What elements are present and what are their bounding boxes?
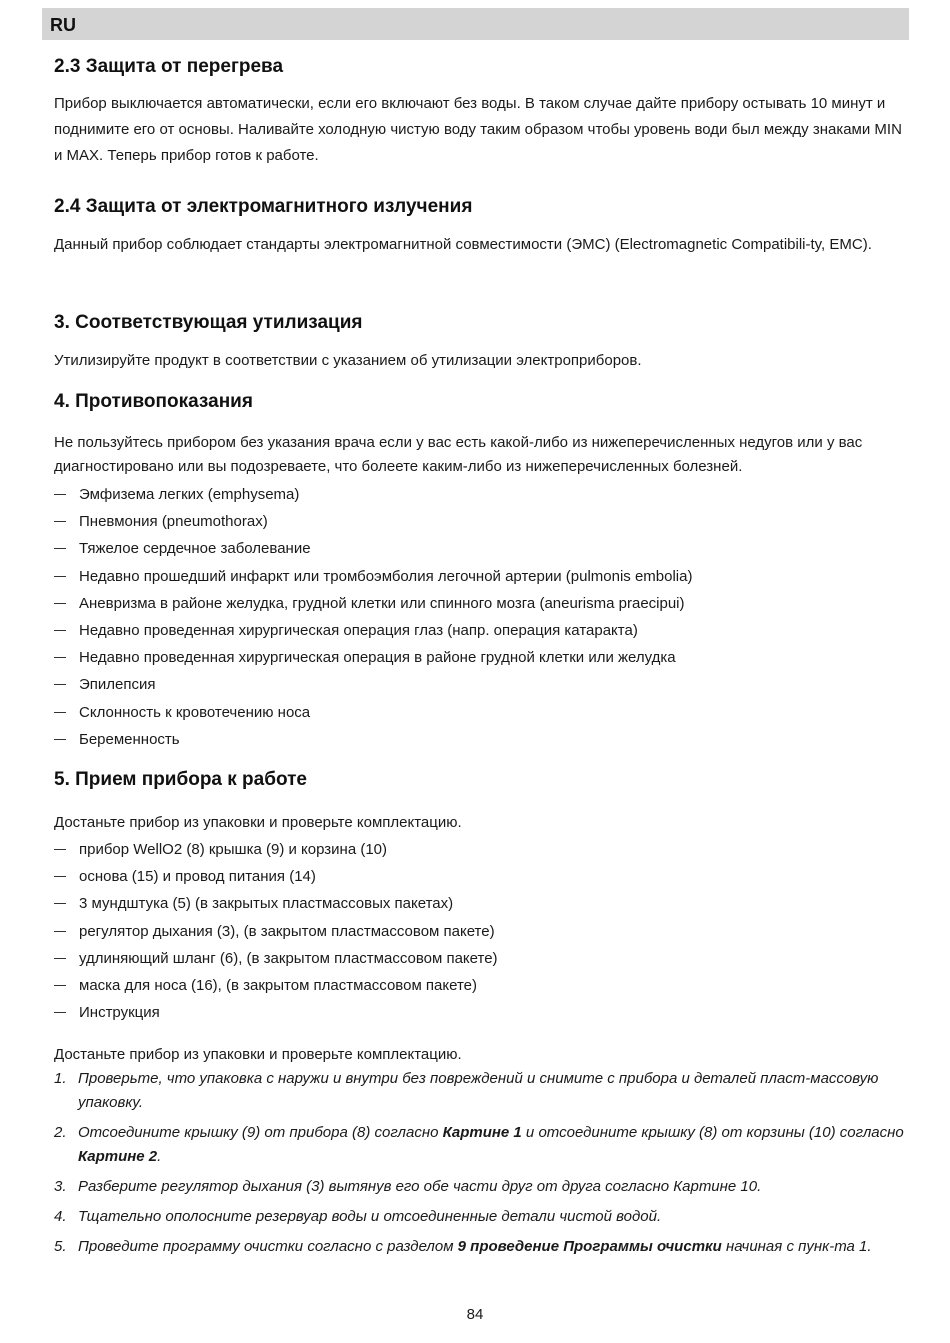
step-item xyxy=(54,1175,904,1199)
step-number: 5. xyxy=(54,1238,67,1255)
step-number: 2. xyxy=(54,1124,67,1141)
step-text: Проведите программу очистки согласно с разделом xyxy=(78,1238,458,1255)
language-label: RU xyxy=(50,15,76,35)
step-text: начиная с пунк-та 1. xyxy=(721,1238,872,1255)
step-text: и отсоедините крышку (8) от корзины (10) согласно xyxy=(521,1124,904,1141)
setup-steps-list xyxy=(54,1067,904,1259)
package-contents-list xyxy=(54,836,498,1026)
list-item: Аневризма в районе желудка, грудной клетки или спинного мозга (aneurisma praecipui) xyxy=(54,590,692,617)
list-item: маска для носа (16), (в закрытом пластмассовом пакете) xyxy=(54,972,498,999)
step-text: Отсоедините крышку (9) от прибора (8) согласно xyxy=(78,1124,443,1141)
list-item: Недавно прошедший инфаркт или тромбоэмболия легочной артерии (pulmonis embolia) xyxy=(54,563,692,590)
list-item: регулятор дыхания (3), (в закрытом пластмассовом пакете) xyxy=(54,918,498,945)
step-text: . xyxy=(157,1148,162,1165)
step-number: 4. xyxy=(54,1208,67,1225)
section-2-3-title: 2.3 Защита от перегрева xyxy=(54,56,284,77)
section-2-4-text: Данный прибор соблюдает стандарты электромагнитной совместимости (ЭМС) (Electromagnetic Compatibili-ty, EMC). xyxy=(54,236,872,253)
step-item xyxy=(54,1067,904,1115)
section-reference: 9 проведение Программы очистки xyxy=(457,1238,722,1255)
list-item: Беременность xyxy=(54,726,692,753)
list-item: Склонность к кровотечению носа xyxy=(54,699,692,726)
step-item xyxy=(54,1205,904,1229)
list-item: Тяжелое сердечное заболевание xyxy=(54,535,692,562)
section-4-text: Не пользуйтесь прибором без указания врача если у вас есть какой-либо из нижеперечисленных недугов или у вас диагностировано или вы подозреваете, что болеете каким-либо из нижеперечисленных болезней. xyxy=(54,434,863,475)
contraindications-list xyxy=(54,481,692,753)
figure-reference: Картине 2 xyxy=(78,1148,158,1165)
list-item: Недавно проведенная хирургическая операция в районе грудной клетки или желудка xyxy=(54,644,692,671)
list-item: Пневмония (pneumothorax) xyxy=(54,508,692,535)
list-item: Недавно проведенная хирургическая операция глаз (напр. операция катаракта) xyxy=(54,617,692,644)
list-item: Эпилепсия xyxy=(54,671,692,698)
list-item: Инструкция xyxy=(54,999,498,1026)
step-number: 1. xyxy=(54,1070,67,1087)
section-4-title: 4. Противопоказания xyxy=(54,391,253,412)
page-number: 84 xyxy=(466,1306,484,1323)
list-item: Эмфизема легких (emphysema) xyxy=(54,481,692,508)
step-item xyxy=(54,1235,904,1259)
step-text: Проверьте, что упаковка с наружи и внутри без повреждений и снимите с прибора и деталей пласт-массовую упаковку. xyxy=(78,1070,879,1111)
step-text: Разберите регулятор дыхания (3) вытянув его обе части друг от друга согласно Картине 10. xyxy=(78,1178,762,1195)
figure-reference: Картине 1 xyxy=(442,1124,522,1141)
list-item: прибор WellO2 (8) крышка (9) и корзина (10) xyxy=(54,836,498,863)
list-item: удлиняющий шланг (6), (в закрытом пластмассовом пакете) xyxy=(54,945,498,972)
section-5-title: 5. Прием прибора к работе xyxy=(54,769,307,790)
list-item: основа (15) и провод питания (14) xyxy=(54,863,498,890)
step-item xyxy=(54,1121,904,1169)
step-number: 3. xyxy=(54,1178,67,1195)
section-2-4-title: 2.4 Защита от электромагнитного излучения xyxy=(54,196,473,217)
section-3-text: Утилизируйте продукт в соответствии с указанием об утилизации электроприборов. xyxy=(54,352,642,369)
list-item: 3 мундштука (5) (в закрытых пластмассовых пакетах) xyxy=(54,890,498,917)
section-2-3-text: Прибор выключается автоматически, если его включают без воды. В таком случае дайте прибору остывать 10 минут и поднимите его от основы. Наливайте холодную чистую воду таким образом чтобы уровень води был между знаками MIN и MAX. Теперь прибор готов к работе. xyxy=(54,95,902,164)
section-5-intro: Достаньте прибор из упаковки и проверьте комплектацию. xyxy=(54,814,462,831)
step-text: Тщательно ополосните резервуар воды и отсоединенные детали чистой водой. xyxy=(78,1208,662,1225)
section-3-title: 3. Соответствующая утилизация xyxy=(54,312,363,333)
language-header-bar xyxy=(42,8,909,40)
section-5-intro-2: Достаньте прибор из упаковки и проверьте комплектацию. xyxy=(54,1046,462,1063)
